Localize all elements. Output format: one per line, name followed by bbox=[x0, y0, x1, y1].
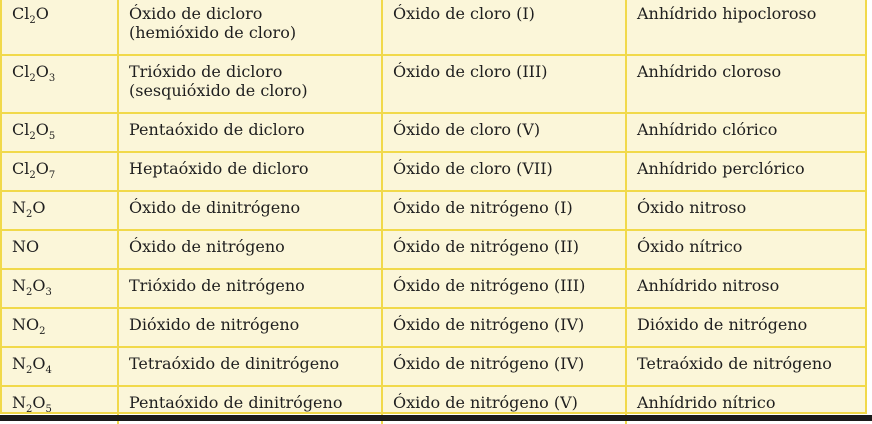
formula-symbol: O bbox=[35, 4, 49, 23]
formula-cell bbox=[2, 152, 118, 191]
stock-name-cell: Óxido de cloro (V) bbox=[382, 113, 626, 152]
systematic-name: Óxido de dinitrógeno bbox=[129, 198, 301, 217]
traditional-name-cell: Anhídrido clórico bbox=[626, 113, 865, 152]
table-row bbox=[2, 347, 865, 386]
systematic-name: Óxido de nitrógeno bbox=[129, 237, 285, 256]
formula-symbol: O bbox=[32, 198, 46, 217]
systematic-name-cell bbox=[118, 308, 382, 347]
formula-symbol: O bbox=[32, 354, 46, 373]
chemical-formula bbox=[12, 62, 56, 84]
formula-subscript: 2 bbox=[29, 131, 36, 142]
formula-symbol: Cl bbox=[12, 62, 30, 81]
formula-symbol: N bbox=[12, 276, 26, 295]
stock-name-cell: Óxido de cloro (VII) bbox=[382, 152, 626, 191]
chemical-formula bbox=[12, 237, 39, 256]
chemical-formula bbox=[12, 315, 46, 337]
systematic-name: Pentaóxido de dinitrógeno bbox=[129, 393, 343, 412]
formula-symbol: NO bbox=[12, 315, 40, 334]
traditional-name-cell: Anhídrido perclórico bbox=[626, 152, 865, 191]
systematic-name: Pentaóxido de dicloro bbox=[129, 120, 305, 139]
traditional-name-cell: Tetraóxido de nitrógeno bbox=[626, 347, 865, 386]
formula-subscript: 2 bbox=[26, 404, 33, 415]
formula-subscript: 3 bbox=[48, 73, 56, 84]
formula-subscript: 4 bbox=[45, 365, 52, 376]
formula-subscript: 5 bbox=[48, 131, 56, 142]
chemical-formula bbox=[12, 159, 56, 181]
traditional-name-cell: Anhídrido nitroso bbox=[626, 269, 865, 308]
stock-name-cell: Óxido de nitrógeno (IV) bbox=[382, 308, 626, 347]
traditional-name-cell: Anhídrido nítrico bbox=[637, 393, 776, 412]
formula-subscript: 3 bbox=[45, 287, 52, 298]
table-row bbox=[2, 308, 865, 347]
stock-name-cell: Óxido de nitrógeno (IV) bbox=[382, 347, 626, 386]
formula-symbol: Cl bbox=[12, 120, 30, 139]
systematic-name-cell bbox=[118, 55, 382, 113]
formula-subscript: 2 bbox=[26, 209, 33, 220]
stock-name-cell: Óxido de nitrógeno (I) bbox=[382, 191, 626, 230]
formula-symbol: O bbox=[32, 276, 46, 295]
systematic-name: Trióxido de nitrógeno bbox=[129, 276, 305, 295]
bottom-rule bbox=[0, 415, 872, 421]
formula-symbol: N bbox=[12, 198, 26, 217]
table-row bbox=[2, 0, 865, 55]
systematic-name-cell bbox=[118, 152, 382, 191]
systematic-name: Heptaóxido de dicloro bbox=[129, 159, 309, 178]
formula-symbol: Cl bbox=[12, 4, 30, 23]
formula-subscript: 7 bbox=[48, 170, 56, 181]
formula-cell bbox=[2, 347, 118, 386]
systematic-alt-name: (sesquióxido de cloro) bbox=[129, 81, 308, 100]
systematic-name-cell bbox=[118, 191, 382, 230]
systematic-name: Óxido de dicloro bbox=[129, 4, 263, 23]
chemical-formula bbox=[12, 276, 52, 298]
formula-cell bbox=[2, 230, 118, 269]
chemical-formula bbox=[12, 393, 52, 415]
systematic-name: Trióxido de dicloro bbox=[129, 62, 283, 81]
formula-symbol: O bbox=[35, 159, 49, 178]
formula-cell bbox=[2, 191, 118, 230]
formula-subscript: 2 bbox=[29, 170, 36, 181]
formula-subscript: 2 bbox=[39, 326, 46, 337]
chemical-formula bbox=[12, 4, 49, 26]
systematic-alt-name: (hemióxido de cloro) bbox=[129, 23, 297, 42]
traditional-name-cell: Anhídrido cloroso bbox=[626, 55, 865, 113]
table-row bbox=[2, 113, 865, 152]
table-row bbox=[2, 269, 865, 308]
table-row bbox=[2, 152, 865, 191]
systematic-name-cell bbox=[118, 269, 382, 308]
systematic-name: Tetraóxido de dinitrógeno bbox=[129, 354, 340, 373]
formula-cell bbox=[2, 269, 118, 308]
systematic-name: Dióxido de nitrógeno bbox=[129, 315, 300, 334]
table-row bbox=[2, 55, 865, 113]
traditional-name-cell: Dióxido de nitrógeno bbox=[626, 308, 865, 347]
systematic-name-cell bbox=[118, 230, 382, 269]
formula-symbol: N bbox=[12, 354, 26, 373]
traditional-name-cell: Anhídrido hipocloroso bbox=[626, 0, 865, 55]
formula-symbol: O bbox=[35, 120, 49, 139]
formula-cell bbox=[2, 113, 118, 152]
formula-subscript: 5 bbox=[45, 404, 52, 415]
formula-subscript: 2 bbox=[29, 73, 36, 84]
stock-name-cell: Óxido de nitrógeno (V) bbox=[382, 386, 626, 424]
formula-symbol: NO bbox=[12, 237, 40, 256]
formula-subscript: 2 bbox=[26, 287, 33, 298]
stock-name-cell: Óxido de nitrógeno (III) bbox=[382, 269, 626, 308]
traditional-name-cell: Óxido nitroso bbox=[626, 191, 865, 230]
formula-symbol: Cl bbox=[12, 159, 30, 178]
systematic-name-cell bbox=[118, 113, 382, 152]
oxide-nomenclature-table bbox=[2, 0, 865, 424]
table-row bbox=[2, 191, 865, 230]
formula-subscript: 2 bbox=[26, 365, 33, 376]
table-body bbox=[2, 0, 865, 424]
traditional-name-cell: Óxido nítrico bbox=[626, 230, 865, 269]
chemical-formula bbox=[12, 198, 46, 220]
formula-symbol: O bbox=[32, 393, 46, 412]
chemical-formula bbox=[12, 120, 56, 142]
formula-subscript: 2 bbox=[29, 15, 36, 26]
formula-symbol: O bbox=[35, 62, 49, 81]
formula-cell bbox=[2, 55, 118, 113]
stock-name-cell: Óxido de cloro (III) bbox=[382, 55, 626, 113]
systematic-name-cell bbox=[118, 0, 382, 55]
formula-symbol: N bbox=[12, 393, 26, 412]
table-row bbox=[2, 230, 865, 269]
stock-name-cell: Óxido de cloro (I) bbox=[382, 0, 626, 55]
formula-cell bbox=[2, 308, 118, 347]
formula-cell bbox=[2, 0, 118, 55]
stock-name-cell: Óxido de nitrógeno (II) bbox=[382, 230, 626, 269]
chemical-formula bbox=[12, 354, 52, 376]
systematic-name-cell bbox=[118, 347, 382, 386]
